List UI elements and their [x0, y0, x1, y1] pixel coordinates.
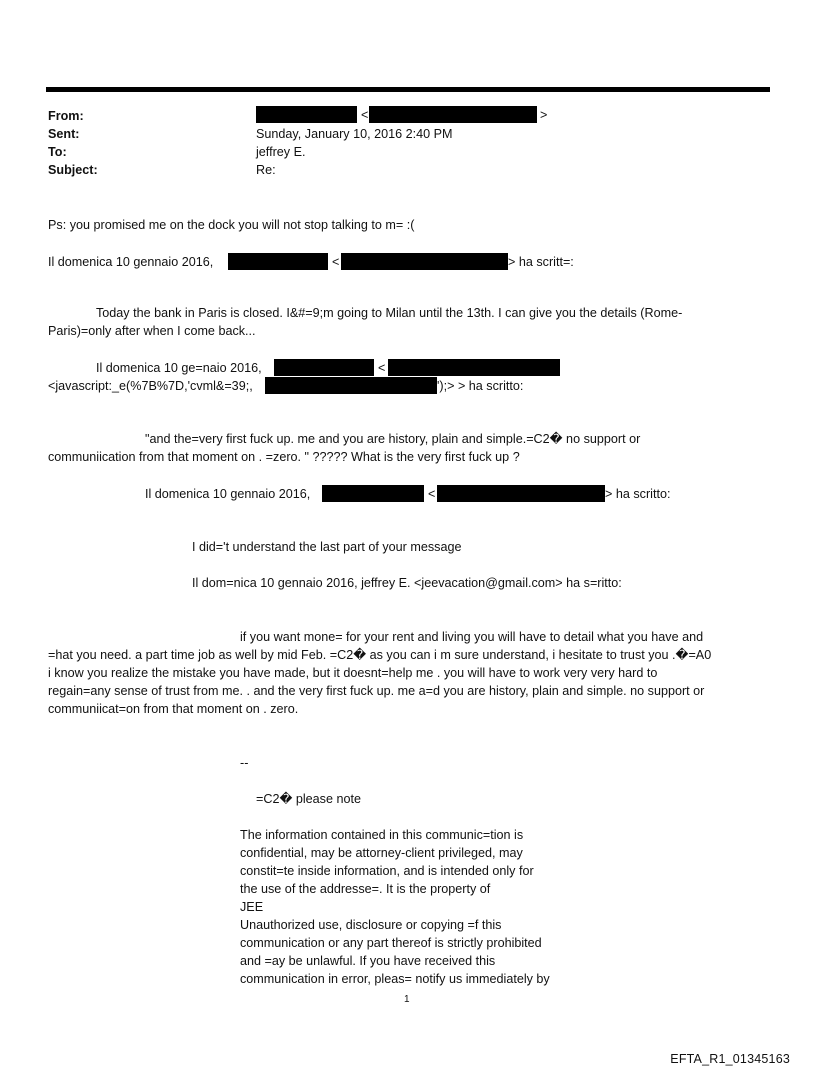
- redaction-quote3-name: [322, 485, 424, 502]
- quote1-suffix: > ha scritt=:: [508, 255, 574, 269]
- disclaimer-line: Unauthorized use, disclosure or copying =f this: [240, 918, 502, 932]
- subject-value: Re:: [256, 163, 276, 177]
- disclaimer-line: communication or any part thereof is strictly prohibited: [240, 936, 542, 950]
- disclaimer-line: confidential, may be attorney-client privileged, may: [240, 846, 523, 860]
- disclaimer-line: JEE: [240, 900, 264, 914]
- disclaimer-line: communication in error, pleas= notify us immediately by: [240, 972, 550, 986]
- money-line-1: if you want mone= for your rent and living you will have to detail what you have and: [240, 630, 704, 644]
- page-number: 1: [404, 994, 410, 1005]
- money-line-4: regain=any sense of trust from me. . and the very first fuck up. me a=d you are history, plain and simple. no support or: [48, 684, 705, 698]
- quote3-suffix: > ha scritto:: [605, 487, 671, 501]
- money-line-3: i know you realize the mistake you have made, but it doesnt=help me . you will have to work very very hard to: [48, 666, 658, 680]
- redaction-quote3-email: [437, 485, 605, 502]
- quote3-prefix: Il domenica 10 gennaio 2016,: [145, 487, 311, 501]
- disclaimer-line: The information contained in this communic=tion is: [240, 828, 524, 842]
- quote2-js-prefix: <javascript:_e(%7B%7D,'cvml&=39;,: [48, 379, 253, 393]
- history-line-2: communiication from that moment on . =zero. " ????? What is the very first fuck up ?: [48, 450, 520, 464]
- document-id: EFTA_R1_01345163: [670, 1052, 790, 1066]
- quote4-line: Il dom=nica 10 gennaio 2016, jeffrey E. <jeevacation@gmail.com> ha s=ritto:: [192, 576, 622, 590]
- money-line-5: communiicat=on from that moment on . zero.: [48, 702, 299, 716]
- from-label: From:: [48, 109, 84, 123]
- to-value: jeffrey E.: [256, 145, 306, 159]
- bank-line-2: Paris)=only after when I come back...: [48, 324, 256, 338]
- quote1-lt: <: [332, 255, 340, 269]
- bank-line-1: Today the bank in Paris is closed. I&#=9;m going to Milan until the 13th. I can give you the details (Rome-: [96, 306, 683, 320]
- history-line-1: "and the=very first fuck up. me and you are history, plain and simple.=C2� no support or: [145, 432, 641, 446]
- redaction-quote2-js: [265, 377, 437, 394]
- disclaimer-line: and =ay be unlawful. If you have received this: [240, 954, 496, 968]
- quote1-prefix: Il domenica 10 gennaio 2016,: [48, 255, 214, 269]
- from-close-bracket: >: [540, 108, 548, 122]
- redaction-quote2-email: [388, 359, 560, 376]
- disclaimer-line: the use of the addresse=. It is the property of: [240, 882, 491, 896]
- header-rule: [46, 87, 770, 92]
- quote3-lt: <: [428, 487, 436, 501]
- sent-label: Sent:: [48, 127, 80, 141]
- redaction-quote2-name: [274, 359, 374, 376]
- quote2-js-suffix: ');> > ha scritto:: [437, 379, 524, 393]
- subject-label: Subject:: [48, 163, 98, 177]
- didnt-understand-line: I did='t understand the last part of your message: [192, 540, 462, 554]
- redaction-quote1-name: [228, 253, 328, 270]
- quote2-prefix: Il domenica 10 ge=naio 2016,: [96, 361, 262, 375]
- ps-line: Ps: you promised me on the dock you will not stop talking to m= :(: [48, 218, 415, 232]
- signature-note: =C2� please note: [256, 792, 361, 806]
- redaction-from-email: [369, 106, 537, 123]
- redaction-quote1-email: [341, 253, 508, 270]
- money-line-2: =hat you need. a part time job as well by mid Feb. =C2� as you can i m sure understand, i hesitate to trust you .�=A0: [48, 648, 712, 662]
- signature-dashes: --: [240, 756, 249, 770]
- redaction-from-name: [256, 106, 357, 123]
- to-label: To:: [48, 145, 67, 159]
- sent-value: Sunday, January 10, 2016 2:40 PM: [256, 127, 453, 141]
- disclaimer-line: constit=te inside information, and is intended only for: [240, 864, 534, 878]
- from-open-bracket: <: [361, 108, 369, 122]
- quote2-lt: <: [378, 361, 386, 375]
